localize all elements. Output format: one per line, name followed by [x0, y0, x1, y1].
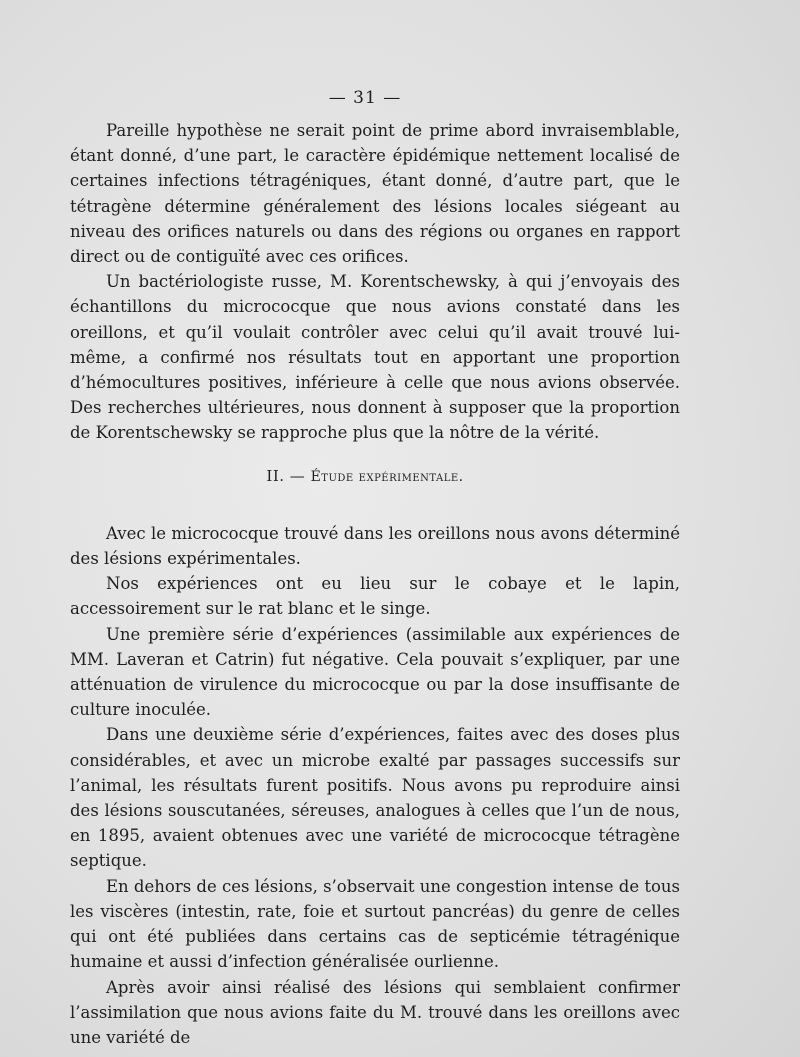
section-numeral: II. —	[266, 466, 306, 485]
paragraph: En dehors de ces lésions, s’observait une congestion intense de tous les viscères (intestin, rate, foie et surtout pancréas) du genre de celles qui ont été publiées dans certains cas de septicémie tétragénique humaine et aussi d’infection généralisée ourlienne.	[70, 876, 680, 972]
paragraph: Une première série d’expériences (assimilable aux expériences de MM. Laveran et Catrin) fut négative. Cela pouvait s’expliquer, par une atténuation de virulence du micrococque ou par la dose insuffisante de culture inoculée.	[70, 624, 680, 720]
section-title: Étude expérimentale.	[310, 468, 464, 485]
paragraph: Nos expériences ont eu lieu sur le cobaye et le lapin, accessoirement sur le rat blanc et le singe.	[70, 574, 680, 619]
section-heading	[70, 464, 680, 490]
paragraph: Avec le micrococque trouvé dans les oreillons nous avons déterminé des lésions expérimentales.	[70, 523, 680, 569]
body-text	[70, 118, 680, 1050]
paragraph: Dans une deuxième série d’expériences, faites avec des doses plus considérables, et avec un microbe exalté par passages successifs sur l’animal, les résultats furent positifs. Nous avons pu reproduire ainsi des lésions souscutanées, séreuses, analogues à celles que l’un de nous, en 1895, avaient obtenues avec une variété de micrococque tétragène septique.	[70, 725, 680, 871]
paragraph: Après avoir ainsi réalisé des lésions qui semblaient confirmer l’assimilation que nous avions faite du M. trouvé dans les oreillons avec une variété de	[70, 977, 680, 1047]
page-number: — 31 —	[328, 88, 402, 108]
paragraph: Un bactériologiste russe, M. Korentschewsky, à qui j’envoyais des échantillons du micrococque que nous avions constaté dans les oreillons, et qu’il voulait contrôler avec celui qu’il avait trouvé lui-même, a confirmé nos résultats tout en apportant une proportion d’hémocultures positives, inférieure à celle que nous avions observée. Des recherches ultérieures, nous donnent à supposer que la proportion de Korentschewsky se rapproche plus que la nôtre de la vérité.	[70, 272, 680, 443]
paragraph: Pareille hypothèse ne serait point de prime abord invraisemblable, étant donné, d’une part, le caractère épidémique nettement localisé de certaines infections tétragéniques, étant donné, d’autre part, que le tétragène détermine généralement des lésions locales siégeant au niveau des orifices naturels ou dans des régions ou organes en rapport direct ou de contiguïté avec ces orifices.	[70, 121, 680, 267]
